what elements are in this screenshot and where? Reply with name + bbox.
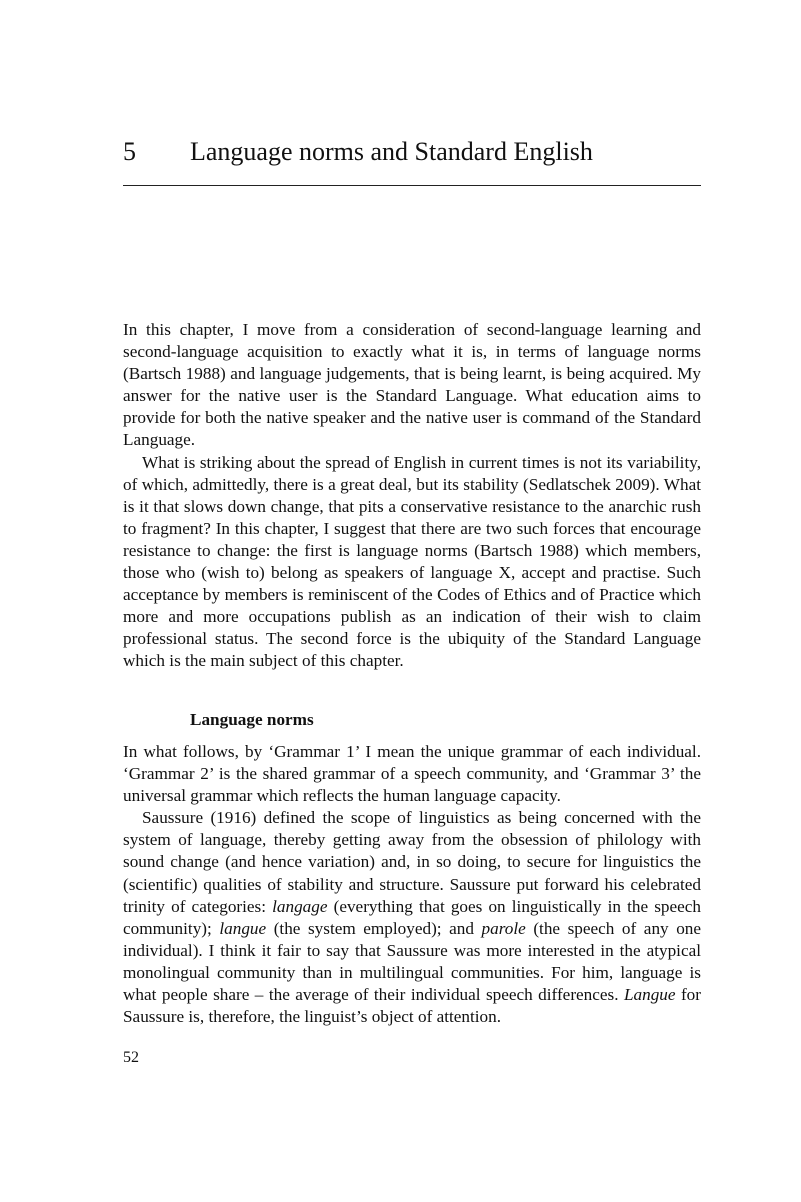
term-langue-capitalized: Langue bbox=[623, 985, 676, 1005]
intro-paragraph-1: In this chapter, I move from a consideration of second-language learning and second-language acquisition to exactly what it is, in terms of language norms (Bartsch 1988) and language judgements, that is being learnt, is being acquired. My answer for the native user is the Standard Language. What education aims to provide for both the native speaker and the native user is command of the Standard Language. bbox=[123, 320, 701, 450]
term-langue: langue bbox=[219, 918, 267, 938]
section-paragraph-1: In what follows, by ‘Grammar 1’ I mean the unique grammar of each individual. ‘Grammar 2’ is the shared grammar of a speech community, and ‘Grammar 3’ the universal grammar which reflects the human language capacity. bbox=[123, 742, 701, 806]
section-text bbox=[123, 741, 701, 1028]
page-number: 52 bbox=[123, 1049, 139, 1066]
chapter-heading-rule bbox=[123, 185, 701, 186]
intro-text bbox=[123, 319, 701, 673]
paragraph-text-run: (everything that goes on linguistically in the speech community); bbox=[123, 896, 701, 938]
paragraph-text-run: for Saussure is, therefore, the linguist’s object of attention. bbox=[123, 985, 701, 1027]
paragraph-text-run: (the speech of any one individual). I think it fair to say that Saussure was more interested in the atypical monolingual community than in multilingual communities. For him, language is what people share – the average of their individual speech differences. bbox=[123, 918, 702, 1005]
term-parole: parole bbox=[481, 918, 526, 938]
chapter-number: 5 bbox=[123, 137, 136, 166]
chapter-title: Language norms and Standard English bbox=[190, 137, 593, 166]
intro-paragraph-2: What is striking about the spread of English in current times is not its variability, of which, admittedly, there is a great deal, but its stability (Sedlatschek 2009). What is it that slows down change, that pits a conservative resistance to the anarchic rush to fragment? In this chapter, I suggest that there are two such forces that encourage resistance to change: the first is language norms (Bartsch 1988) which members, those who (wish to) belong as speakers of language X, accept and practise. Such acceptance by members is reminiscent of the Codes of Ethics and of Practice which more and more occupations publish as an indication of their wish to claim professional status. The second force is the ubiquity of the Standard Language which is the main subject of this chapter. bbox=[123, 452, 701, 671]
section-heading: Language norms bbox=[190, 710, 314, 729]
paragraph-text-run: (the system employed); and bbox=[266, 918, 482, 938]
term-langage: langage bbox=[272, 896, 328, 916]
paragraph-text-run: Saussure (1916) defined the scope of linguistics as being concerned with the system of language, thereby getting away from the obsession of philology with sound change (and hence variation) and, in so doing, to secure for linguistics the (scientific) qualities of stability and structure. Saussure put forward his celebrated trinity of categories: bbox=[123, 808, 701, 916]
chapter-heading bbox=[123, 134, 701, 170]
section-paragraph-2 bbox=[123, 807, 701, 1028]
